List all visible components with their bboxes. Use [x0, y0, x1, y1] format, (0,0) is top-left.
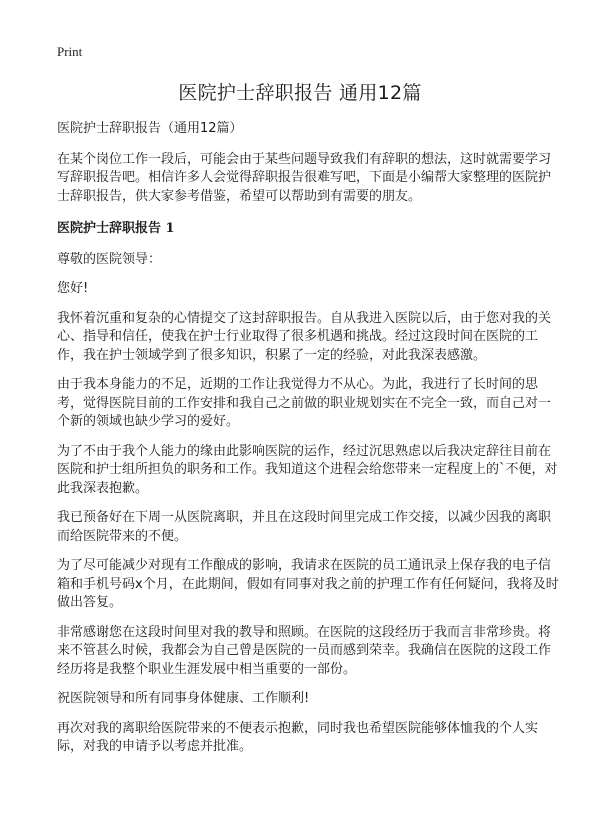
closing-wish: 祝医院领导和所有同事身体健康、工作顺利! — [57, 691, 310, 706]
intro-paragraph: 在某个岗位工作一段后，可能会由于某些问题导致我们有辞职的想法，这时就需要学习写辞职报告吧。相信许多人会觉得辞职报告很难写吧，下面是小编帮大家整理的医院护士辞职报告，供大家参考借鉴，希望可以帮助到有需要的朋友。 — [57, 151, 552, 204]
print-link[interactable]: Print — [57, 44, 83, 59]
body-paragraph: 由于我本身能力的不足，近期的工作让我觉得力不从心。为此，我进行了长时间的思考，觉得医院目前的工作安排和我自己之前做的职业规划实在不完全一致，而自己对一个新的领域也缺少学习的爱好。 — [57, 377, 552, 429]
body-paragraph: 为了不由于我个人能力的缘由此影响医院的运作，经过沉思熟虑以后我决定辞往目前在医院和护士组所担负的职务和工作。我知道这个进程会给您带来一定程度上的`不便，对此我深表抱歉。 — [57, 443, 558, 496]
body-paragraph: 再次对我的离职给医院带来的不便表示抱歉，同时我也希望医院能够体恤我的个人实际，对我的申请予以考虑并批准。 — [57, 720, 539, 754]
greeting: 您好! — [57, 281, 89, 296]
page-title: 医院护士辞职报告 通用12篇 — [178, 82, 422, 104]
salutation: 尊敬的医院领导： — [57, 251, 162, 267]
document-subtitle: 医院护士辞职报告（通用12篇） — [57, 121, 243, 136]
section-heading: 医院护士辞职报告 1 — [57, 221, 175, 236]
body-paragraph: 为了尽可能减少对现有工作酿成的影响，我请求在医院的员工通讯录上保存我的电子信箱和手机号码x个月，在此期间，假如有同事对我之前的护理工作有任何疑问，我将及时做出答复。 — [57, 558, 559, 610]
body-paragraph: 我怀着沉重和复杂的心情提交了这封辞职报告。自从我进入医院以后，由于您对我的关心、指导和信任，使我在护士行业取得了很多机遇和挑战。经过这段时间在医院的工作，我在护士领域学到了很多知识，积累了一定的经验，对此我深表感激。 — [57, 310, 552, 363]
body-paragraph: 我已预备好在下周一从医院离职，并且在这段时间里完成工作交接，以减少因我的离职而给医院带来的不便。 — [57, 510, 552, 544]
body-paragraph: 非常感谢您在这段时间里对我的教导和照顾。在医院的这段经历于我而言非常珍贵。将来不管甚么时候，我都会为自己曾是医院的一员而感到荣幸。我确信在医院的这段工作经历将是我整个职业生涯发展中相当重要的一部份。 — [57, 624, 552, 677]
document-body — [57, 120, 560, 768]
